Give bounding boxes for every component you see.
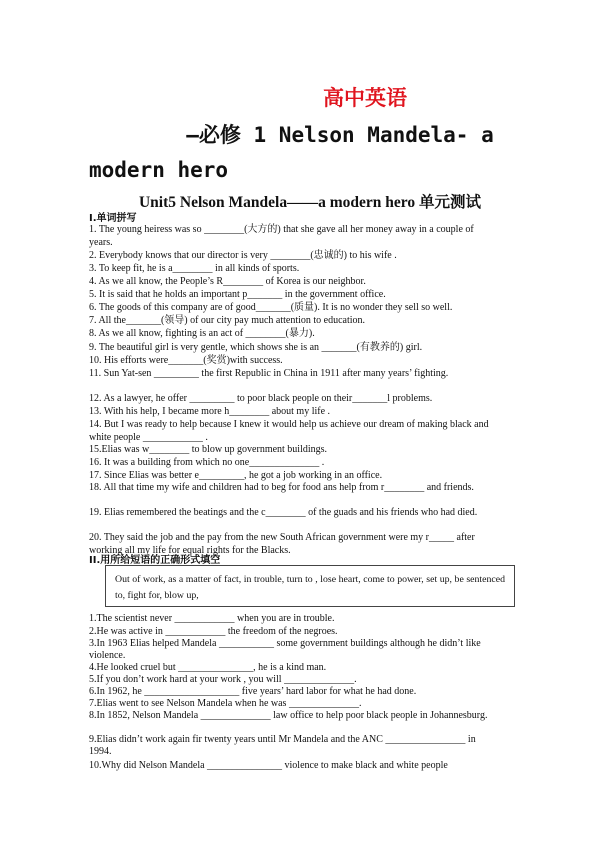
question-20: 20. They said the job and the pay from the new South African government were my r_____ after working all my life for equal rights for the Blacks. (89, 532, 475, 556)
fill-question-10: 10.Why did Nelson Mandela _______________ violence to make black and white people (89, 760, 448, 771)
fill-question-5: 5.If you don’t work hard at your work , you will ______________. (89, 674, 357, 685)
fill-question-8: 8.In 1852, Nelson Mandela ______________ law office to help poor black people in Johannesburg. (89, 710, 488, 721)
section2-heading: II.用所给短语的正确形式填空 (89, 555, 221, 566)
unit-subtitle: Unit5 Nelson Mandela——a modern hero 单元测试 (138, 194, 481, 211)
question-10: 10. His efforts were_______(奖赏)with success. (89, 355, 283, 366)
fill-question-9: 9.Elias didn’t work again fir twenty years until Mr Mandela and the ANC ________________ in 1994. (89, 734, 476, 757)
phrase-list: Out of work, as a matter of fact, in trouble, turn to , lose heart, come to power, set up, be sentenced to, fight for, blow up, (115, 574, 505, 601)
question-18: 18. All that time my wife and children had to beg for food ans help from r________ and friends. (89, 482, 474, 493)
question-2: 2. Everybody knows that our director is very ________(忠诚的) to his wife . (89, 250, 397, 261)
fill-question-2: 2.He was active in ____________ the freedom of the negroes. (89, 626, 338, 637)
fill-question-4: 4.He looked cruel but _______________, he is a kind man. (89, 662, 327, 673)
question-6: 6. The goods of this company are of good_______(质量). It is no wonder they sell so well. (89, 302, 453, 313)
section1-heading: Ⅰ.单词拼写 (89, 213, 137, 224)
main-title-line1: —必修 1 Nelson Mandela- a (186, 123, 494, 147)
main-title-line2: modern hero (89, 158, 229, 182)
question-11: 11. Sun Yat-sen _________ the first Republic in China in 1911 after many years’ fighting. (89, 368, 449, 379)
question-16: 16. It was a building from which no one______________ . (89, 457, 325, 468)
question-14: 14. But I was ready to help because I knew it would help us achieve our dream of making black and white people ____________ . (89, 419, 489, 443)
question-17: 17. Since Elias was better e_________, he got a job working in an office. (89, 470, 383, 481)
fill-question-1: 1.The scientist never ____________ when you are in trouble. (89, 613, 335, 624)
question-3: 3. To keep fit, he is a________ in all kinds of sports. (89, 263, 300, 274)
question-13: 13. With his help, I became more h________ about my life . (89, 406, 331, 417)
question-4: 4. As we all know, the People’s R________ of Korea is our neighbor. (89, 276, 366, 287)
question-9: 9. The beautiful girl is very gentle, which shows she is an _______(有教养的) girl. (89, 342, 423, 353)
fill-question-7: 7.Elias went to see Nelson Mandela when he was ______________. (89, 698, 362, 709)
chinese-title: 高中英语 (323, 86, 407, 110)
question-1: 1. The young heiress was so ________(大方的) that she gave all her money away in a couple of years. (89, 224, 474, 248)
question-5: 5. It is said that he holds an important p_______ in the government office. (89, 289, 386, 300)
phrase-box (105, 565, 515, 607)
question-8: 8. As we all know, fighting is an act of ________(暴力). (89, 328, 315, 339)
question-19: 19. Elias remembered the beatings and the c________ of the guads and his friends who had died. (89, 507, 478, 518)
question-12: 12. As a lawyer, he offer _________ to poor black people on their_______l problems. (89, 393, 433, 404)
fill-question-3: 3.In 1963 Elias helped Mandela ___________ some government buildings although he didn’t like violence. (89, 638, 481, 661)
question-15: 15.Elias was w________ to blow up government buildings. (89, 444, 328, 455)
question-7: 7. All the_______(领导) of our city pay much attention to education. (89, 315, 366, 326)
fill-question-6: 6.In 1962, he ___________________ five years’ hard labor for what he had done. (89, 686, 417, 697)
